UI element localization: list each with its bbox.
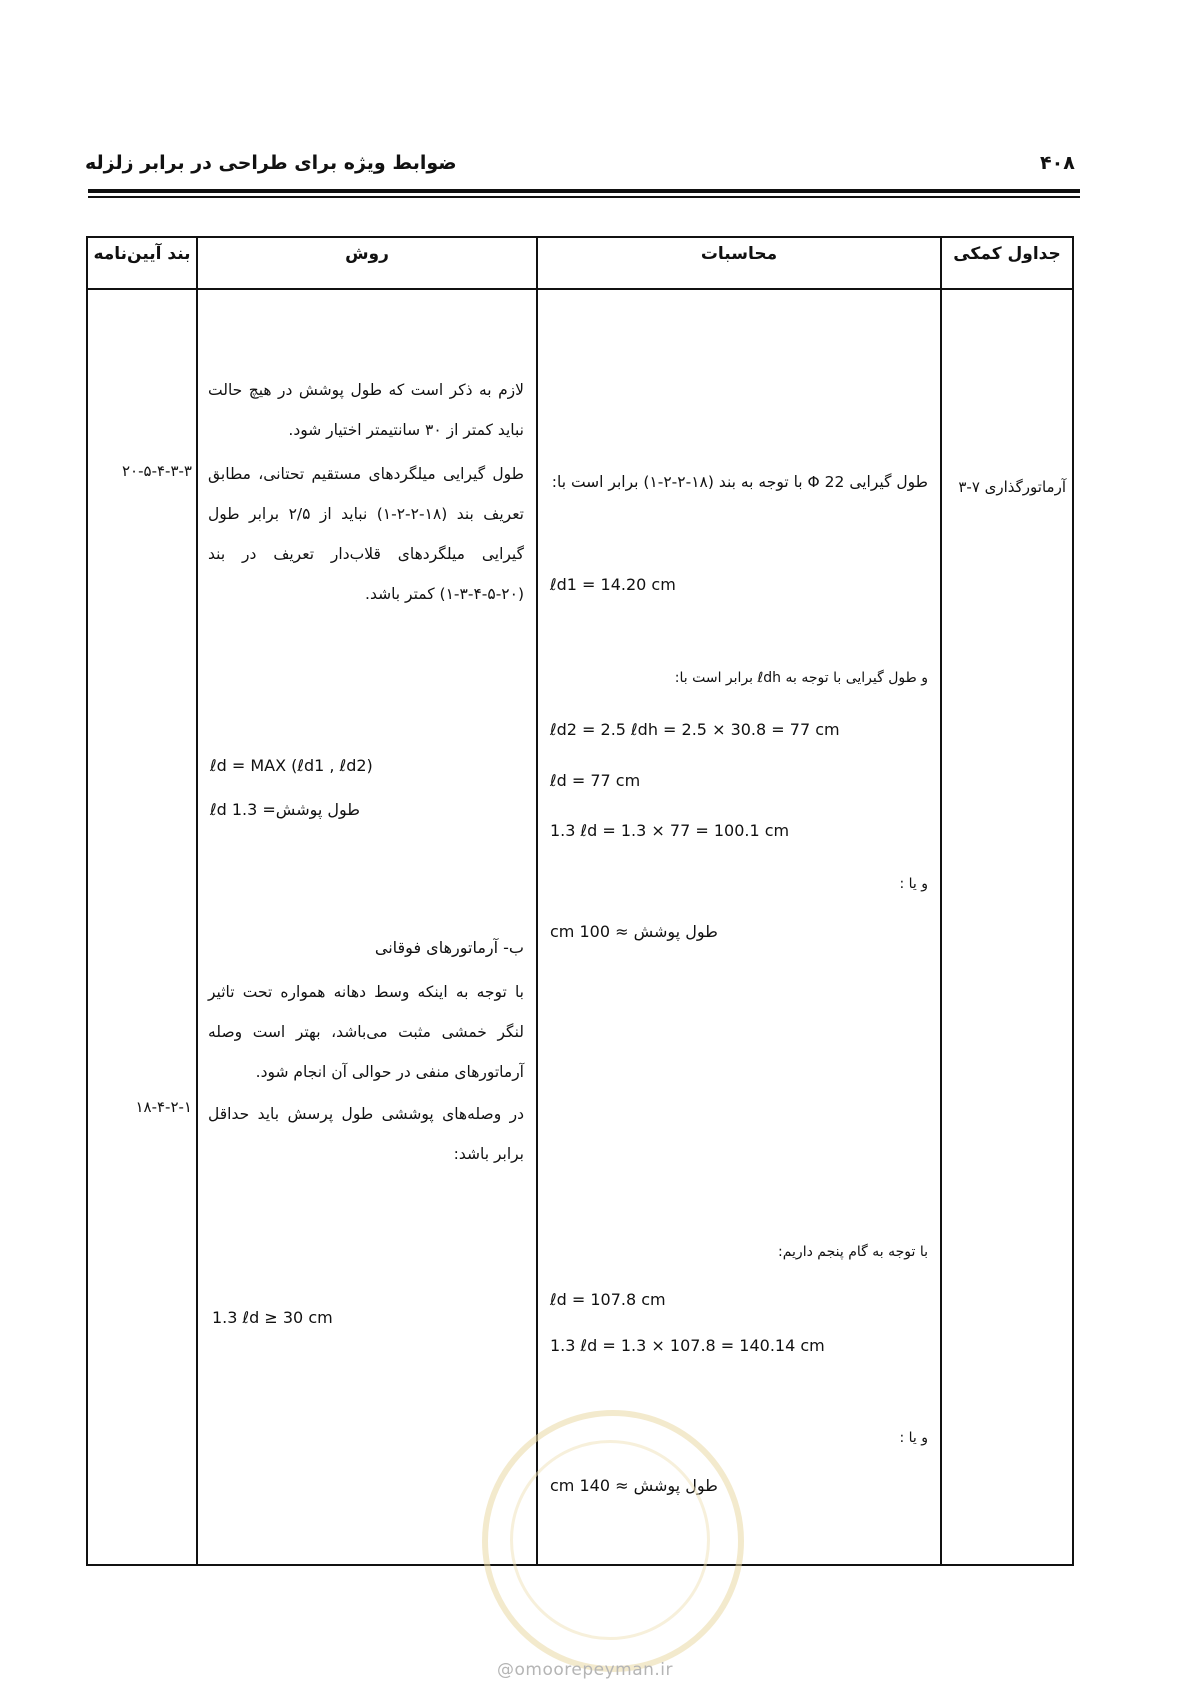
aux-table-reference: آرماتورگذاری ۷-۳ [958,478,1066,496]
table-left-border [86,236,88,1566]
method-paragraph-splice-location: با توجه به اینکه وسط دهانه همواره تحت تاثیر لنگر خمشی مثبت می‌باشد، بهتر است وصله آرماتورهای منفی در حوالی آن انجام شود. [208,983,524,1081]
calc-step-five-intro: با توجه به گام پنجم داریم: [778,1244,928,1260]
method-formula-lap: طول پوشش= 1.3 ℓd [210,800,361,819]
table-right-border [1072,236,1074,1566]
calc-lap-result-1: طول پوشش ≈ 100 cm [550,922,718,941]
table-header-divider [86,288,1074,290]
code-clause-2: ۱۸-۴-۲-۱ [135,1098,192,1116]
header-rule-thin [88,196,1080,198]
table-top-border [86,236,1074,238]
calc-ld1: ℓd1 = 14.20 cm [550,575,676,594]
method-formula-min-30: 1.3 ℓd ≥ 30 cm [212,1308,333,1327]
column-header-code-clause: بند آیین‌نامه [93,244,191,264]
column-header-method: روش [345,244,389,264]
page-header-title: ضوابط ویژه برای طراحی در برابر زلزله [85,152,457,174]
page-number: ۴۰۸ [1040,152,1075,174]
col-divider-1 [196,236,198,1566]
watermark-seal-inner-ring [510,1440,710,1640]
code-clause-1: ۲۰-۵-۴-۳-۳ [122,462,192,480]
col-divider-2 [536,236,538,1566]
calc-lap-result-2: طول پوشش ≈ 140 cm [550,1476,718,1495]
method-paragraph-splice-length: در وصله‌های پوششی طول پرسش باید حداقل برابر باشد: [208,1105,524,1163]
calc-lap-2: 1.3 ℓd = 1.3 × 107.8 = 140.14 cm [550,1336,825,1355]
col-divider-3 [940,236,942,1566]
calc-or-2: و یا : [899,1430,928,1446]
calc-development-length-intro: طول گیرایی Φ 22 با توجه به بند (۱۸-۲-۲-۱) برابر است با: [551,473,928,491]
calc-or-1: و یا : [899,876,928,892]
method-subtitle-top-bars: ب- آرماتورهای فوقانی [374,938,524,957]
method-formula-max: ℓd = MAX (ℓd1 , ℓd2) [210,756,373,775]
method-paragraph-min-lap: لازم به ذکر است که طول پوشش در هیچ حالت نباید کمتر از ۳۰ سانتیمتر اختیار شود. [208,381,524,439]
calc-lap-1: 1.3 ℓd = 1.3 × 77 = 100.1 cm [550,821,790,840]
column-header-calculations: محاسبات [700,244,778,264]
header-rule-thick [88,189,1080,193]
watermark-site: @omoorepeyman.ir [497,1660,674,1680]
calc-ld-step-five: ℓd = 107.8 cm [550,1290,666,1309]
column-header-aux-tables: جداول کمکی [953,244,1061,264]
calc-ldh-intro: و طول گیرایی با توجه به ℓdh برابر است با: [674,670,928,686]
calc-ld2: ℓd2 = 2.5 ℓdh = 2.5 × 30.8 = 77 cm [550,720,840,739]
calc-ld: ℓd = 77 cm [550,771,641,790]
method-paragraph-development: طول گیرایی میلگردهای مستقیم تحتانی، مطابق تعریف بند (۱۸-۲-۲-۱) نباید از ۲/۵ برابر طول گیرایی میلگردهای قلاب‌دار تعریف در بند (۲۰-۵-۴-۳-۱) کمتر باشد. [208,465,524,603]
